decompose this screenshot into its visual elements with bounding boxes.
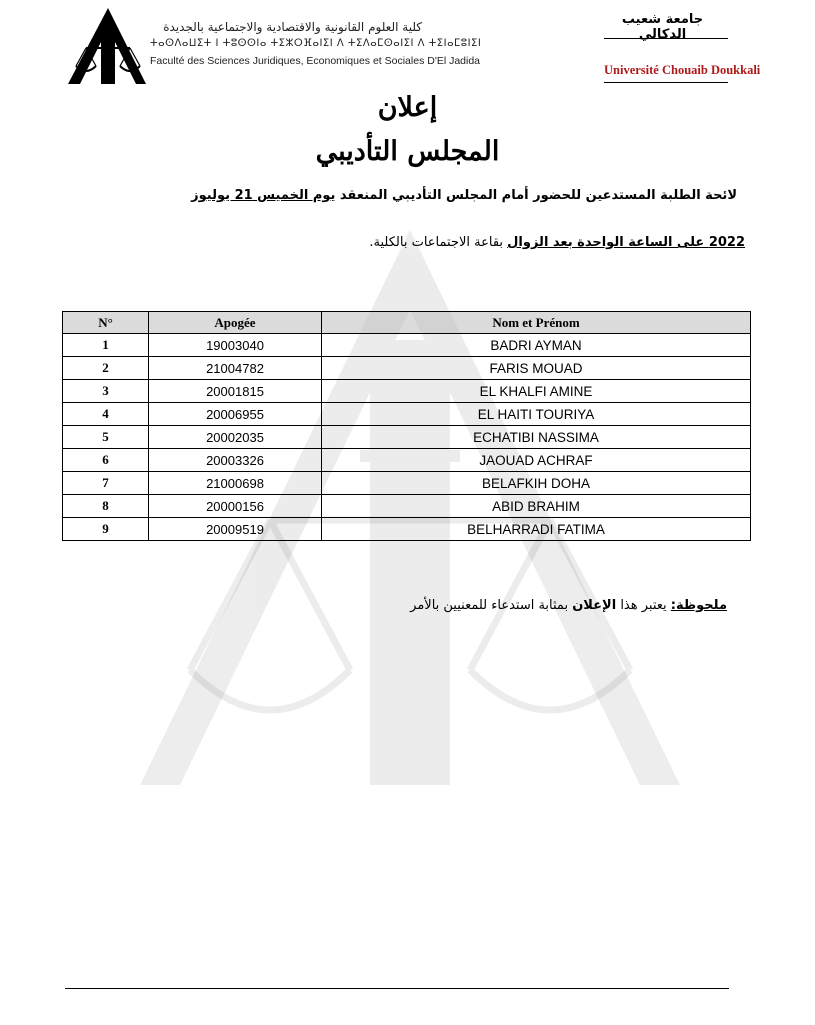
- table-row: [63, 495, 751, 518]
- intro-meeting-time: 2022 على الساعة الواحدة بعد الزوال: [507, 235, 745, 250]
- row-name: EL HAITI TOURIYA: [322, 403, 751, 426]
- table-row: [63, 334, 751, 357]
- announcement-title: إعلان: [377, 92, 438, 123]
- university-name-french: Université Chouaib Doukkali: [604, 63, 761, 77]
- row-number: 7: [63, 472, 149, 495]
- row-number: 3: [63, 380, 149, 403]
- note-label: ملحوظة:: [670, 598, 727, 613]
- row-name: BADRI AYMAN: [322, 334, 751, 357]
- table-row: [63, 518, 751, 541]
- column-header-apogee: Apogée: [149, 312, 322, 334]
- row-name: ECHATIBI NASSIMA: [322, 426, 751, 449]
- row-apogee: 20000156: [149, 495, 322, 518]
- footer-divider: [65, 988, 729, 989]
- row-apogee: 20002035: [149, 426, 322, 449]
- row-name: FARIS MOUAD: [322, 357, 751, 380]
- column-header-number: N°: [63, 312, 149, 334]
- intro-meeting-place: بقاعة الاجتماعات بالكلية.: [369, 235, 508, 250]
- intro-meeting-date: يوم الخميس 21 يوليوز: [191, 188, 336, 203]
- row-name: BELHARRADI FATIMA: [322, 518, 751, 541]
- table-row: [63, 403, 751, 426]
- table-row: [63, 380, 751, 403]
- faculty-logo: [68, 8, 146, 84]
- row-apogee: 20009519: [149, 518, 322, 541]
- table-row: [63, 426, 751, 449]
- row-number: 2: [63, 357, 149, 380]
- row-name: EL KHALFI AMINE: [322, 380, 751, 403]
- row-number: 9: [63, 518, 149, 541]
- row-number: 6: [63, 449, 149, 472]
- row-number: 4: [63, 403, 149, 426]
- row-name: BELAFKIH DOHA: [322, 472, 751, 495]
- row-apogee: 20003326: [149, 449, 322, 472]
- table-row: [63, 472, 751, 495]
- table-row: [63, 449, 751, 472]
- row-number: 5: [63, 426, 149, 449]
- intro-line-1-text: لائحة الطلبة المستدعين للحضور أمام المجلس التأديبي المنعقد: [335, 188, 737, 203]
- note-text-after: بمثابة استدعاء للمعنيين بالأمر: [410, 598, 573, 613]
- table-row: [63, 357, 751, 380]
- row-name: ABID BRAHIM: [322, 495, 751, 518]
- faculty-name-french: Faculté des Sciences Juridiques, Economiques et Sociales D'El Jadida: [150, 55, 481, 67]
- note-bold-word: الإعلان: [572, 598, 617, 613]
- faculty-name-arabic: كلية العلوم القانونية والاقتصادية والاجتماعية بالجديدة: [163, 20, 422, 34]
- table-header-row: [63, 312, 751, 334]
- row-number: 1: [63, 334, 149, 357]
- row-apogee: 19003040: [149, 334, 322, 357]
- students-table: [62, 311, 751, 541]
- intro-line-1: [191, 188, 737, 203]
- row-apogee: 20001815: [149, 380, 322, 403]
- row-name: JAOUAD ACHRAF: [322, 449, 751, 472]
- column-header-name: Nom et Prénom: [322, 312, 751, 334]
- note-text-before: يعتبر هذا: [616, 598, 671, 613]
- row-apogee: 21000698: [149, 472, 322, 495]
- university-name-arabic: جامعة شعيب الدكالي: [621, 12, 704, 42]
- disciplinary-council-title: المجلس التأديبي: [315, 136, 500, 167]
- faculty-name-tifinagh: ⵜⴰⵙⴷⴰⵡⵉⵜ ⵏ ⵜⵓⵙⵙⵏⴰ ⵜⵉⵣⵔⴼⴰⵏⵉⵏ ⴷ ⵜⵉⴷⴰⵎⵙⴰⵏⵉⵏ ⴷ ⵜⵉⵏⴰⵎⵓⵏⵉⵏ: [150, 38, 482, 49]
- university-underline: [604, 82, 728, 83]
- row-apogee: 20006955: [149, 403, 322, 426]
- row-apogee: 21004782: [149, 357, 322, 380]
- row-number: 8: [63, 495, 149, 518]
- note-paragraph: [410, 598, 727, 613]
- university-divider: [604, 38, 728, 39]
- intro-line-2: [369, 235, 745, 250]
